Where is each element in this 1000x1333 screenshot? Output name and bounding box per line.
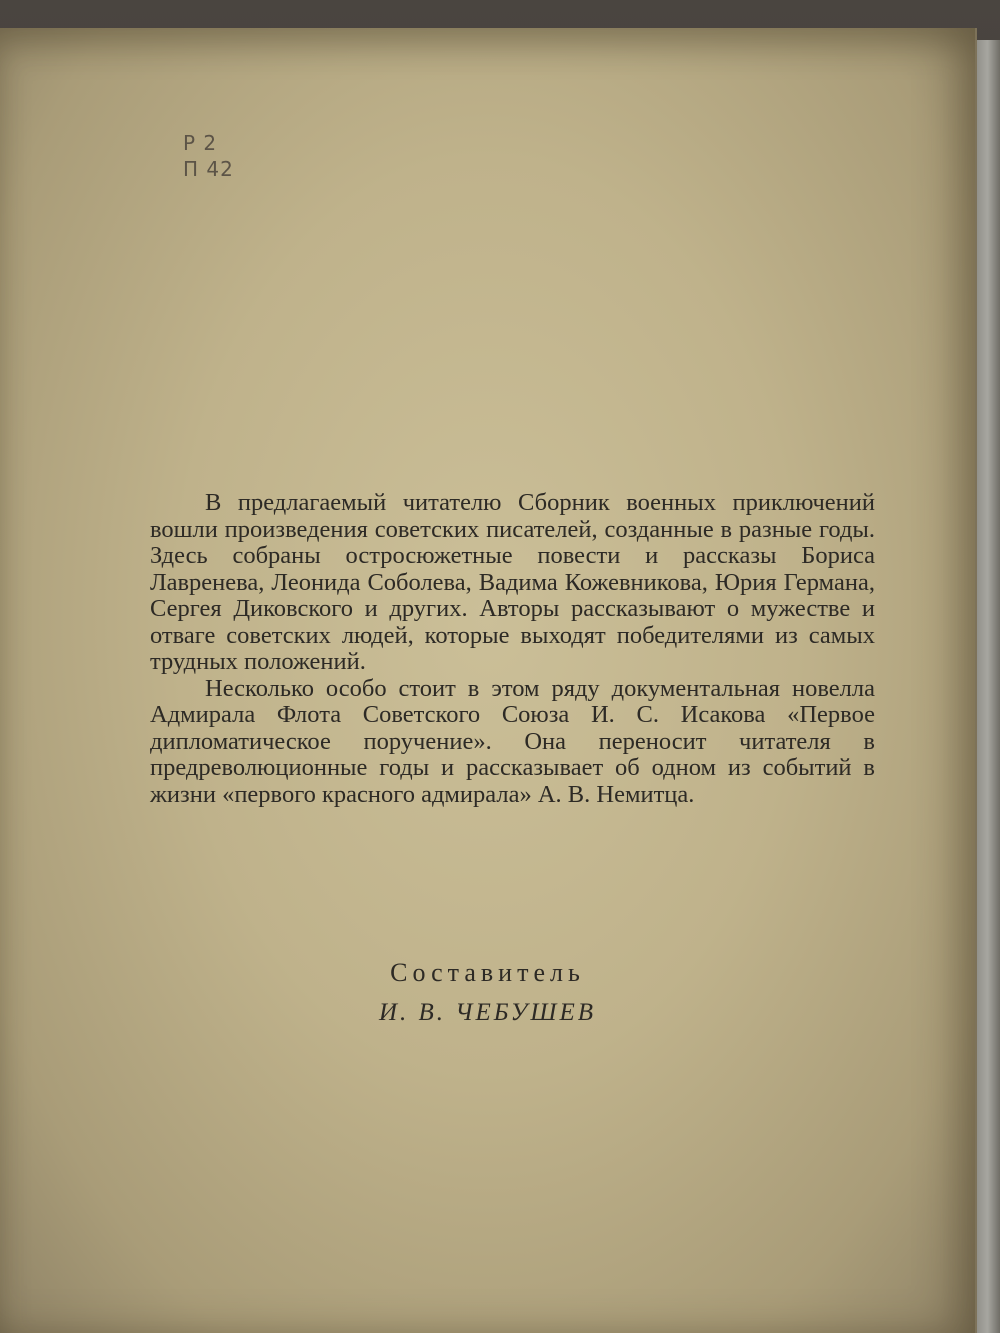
compiler-name: И. В. ЧЕБУШЕВ [378,999,596,1026]
classification-code-line-1: Р 2 [183,131,218,155]
compiler-block [0,955,975,1031]
book-cover-edge [975,40,1000,1333]
classification-code [183,130,234,182]
classification-code-line-2: П 42 [183,157,234,181]
compiler-label: Составитель [390,958,585,987]
annotation-text [150,490,875,808]
annotation-paragraph-1: В предлагаемый читателю Сборник военных приключений вошли произведения советских писателей, созданные в разные годы. Здесь собраны остросюжетные повести и рассказы Бориса Лавренева, Леонида Соболева, Вадима Кожевникова, Юрия Германа, Сергея Диковского и других. Авторы рассказывают о мужестве и отваге советских людей, которые выходят победителями из самых трудных положений. [150,489,875,675]
annotation-paragraph-2: Несколько особо стоит в этом ряду документальная новелла Адмирала Флота Советского Союза И. С. Исакова «Первое дипломатическое поручение». Она переносит читателя в предреволюционные годы и рассказывает об одном из событий в жизни «первого красного адмирала» А. В. Немитца. [150,674,875,808]
